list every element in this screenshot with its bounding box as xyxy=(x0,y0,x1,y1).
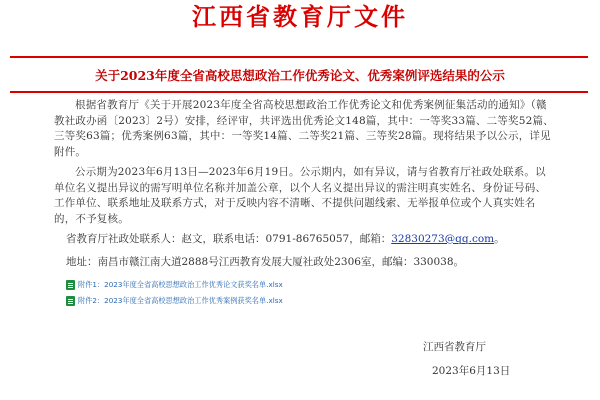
signature-org: 江西省教育厅 xyxy=(423,341,486,353)
contact-address: 地址：南昌市赣江南大道2888号江西教育发展大厦社政处2306室，邮编：330038。 xyxy=(66,256,465,268)
header-divider-bottom xyxy=(10,91,588,93)
header-divider-top xyxy=(10,56,588,58)
contact-line-end: 。 xyxy=(494,233,505,245)
contact-info-text: 省教育厅社政处联系人：赵文，联系电话：0791-86765057，邮箱： xyxy=(66,233,392,245)
attachment-link-1[interactable] xyxy=(66,279,283,291)
body-paragraph-results: 根据省教育厅《关于开展2023年度全省高校思想政治工作优秀论文和优秀案例征集活动的通知》（赣教社政办函〔2023〕2号）安排，经评审，共评选出优秀论文148篇，其中：一等奖33篇、二等奖52篇、三等奖63篇；优秀案例63篇，其中：一等奖14篇、二等奖21篇、三等奖28篇。现将结果予以公示，详见附件。 xyxy=(54,99,554,158)
contact-line xyxy=(66,232,505,247)
xlsx-file-icon xyxy=(66,280,75,290)
attachment-label-2[interactable]: 附件2：2023年度全省高校思想政治工作优秀案例获奖名单.xlsx xyxy=(78,296,283,305)
notice-title: 关于2023年度全省高校思想政治工作优秀论文、优秀案例评选结果的公示 xyxy=(95,68,505,83)
attachment-link-2[interactable] xyxy=(66,295,283,307)
xlsx-file-icon xyxy=(66,296,75,306)
body-paragraph-objection-period: 公示期为2023年6月13日—2023年6月19日。公示期内，如有异议，请与省教育厅社政处联系。以单位名义提出异议的需写明单位名称并加盖公章，以个人名义提出异议的需注明真实姓名、身份证号码、工作单位、联系地址及联系方式，对于反映内容不清晰、不提供问题线索、无举报单位或个人真实姓名的，不予复核。 xyxy=(54,166,547,225)
signature-date: 2023年6月13日 xyxy=(432,365,511,377)
attachment-label-1[interactable]: 附件1：2023年度全省高校思想政治工作优秀论文获奖名单.xlsx xyxy=(78,280,283,289)
document-header-title: 江西省教育厅文件 xyxy=(192,2,408,31)
contact-email-link[interactable]: 32830273@qq.com xyxy=(391,233,495,245)
